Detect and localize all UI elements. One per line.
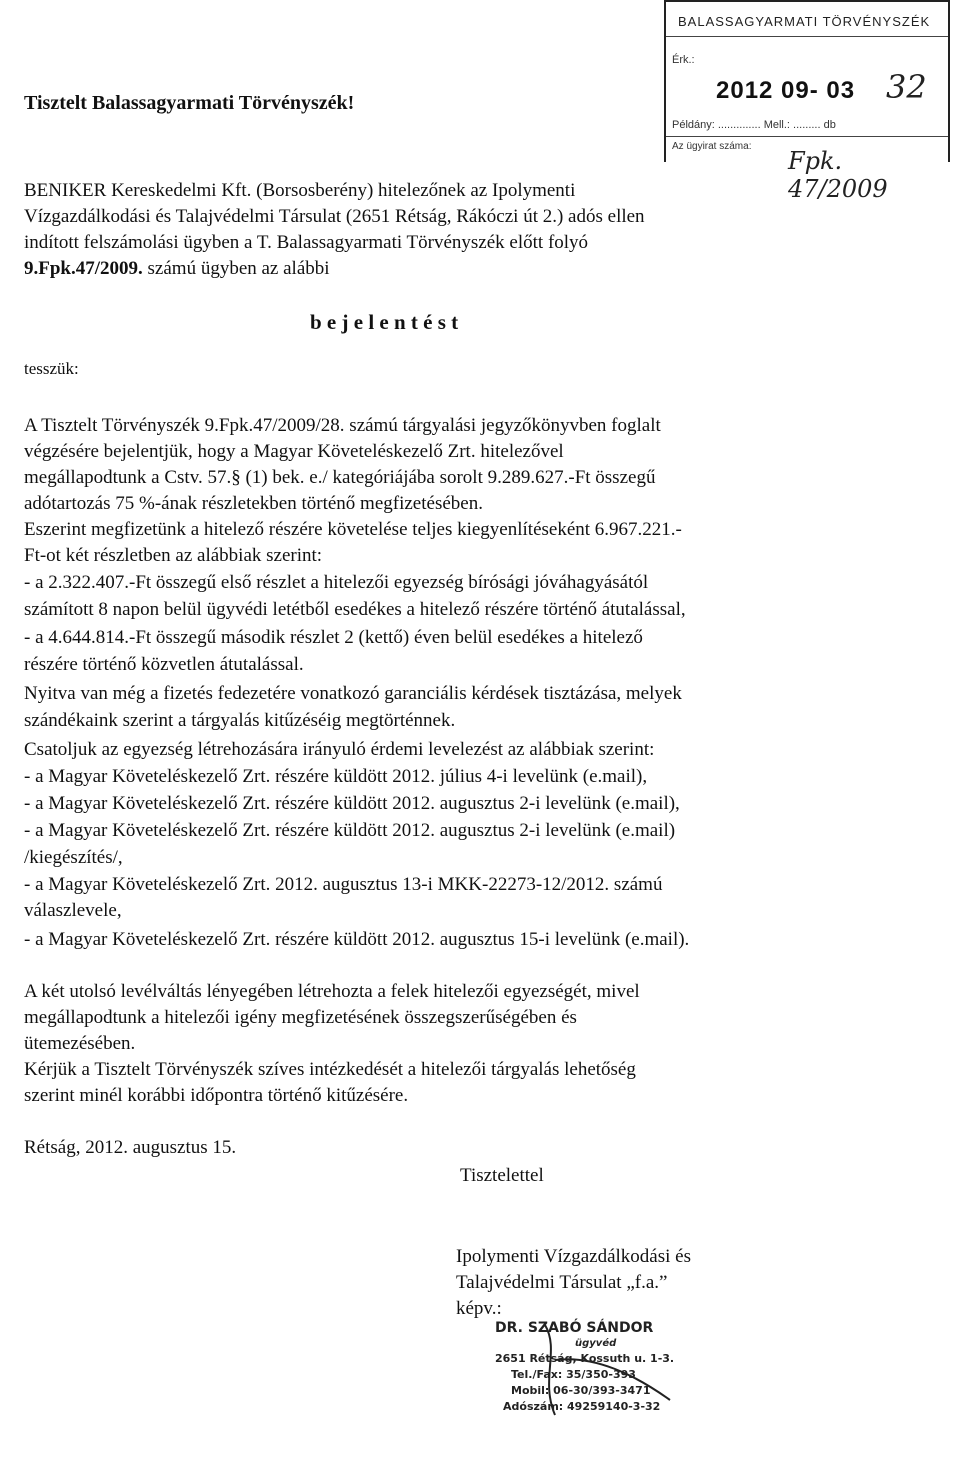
closing-line: A két utolsó levélváltás lényegében létrehozta a felek hitelezői egyezségét, mivel <box>24 981 640 1002</box>
body-line: - a Magyar Követeléskezelő Zrt. részére küldött 2012. augusztus 15-i levelünk (e.mail). <box>24 929 690 950</box>
body-line: adótartozás 75 %-ának részletekben történő megfizetésében. <box>24 493 483 514</box>
closing-line: megállapodtunk a hitelezői igény megfizetésének összegszerűségében és <box>24 1007 577 1028</box>
intro-line-3: indított felszámolási ügyben a T. Balassagyarmati Törvényszék előtt folyó <box>24 232 589 253</box>
intro-line-2: Vízgazdálkodási és Talajvédelmi Társulat (2651 Rétság, Rákóczi út 2.) adós ellen <box>24 206 645 227</box>
body-line: részére történő közvetlen átutalással. <box>24 654 304 675</box>
place-date: Rétság, 2012. augusztus 15. <box>24 1137 237 1158</box>
body-line: Ft-ot két részletben az alábbiak szerint: <box>24 545 323 566</box>
document-title: b e j e l e n t é s t <box>310 310 459 334</box>
body-line: válaszlevele, <box>24 900 122 921</box>
signature-greeting: Tisztelettel <box>460 1165 544 1186</box>
stamp-iratszam: Az ügyirat száma: <box>672 141 752 152</box>
seal-address: 2651 Rétság, Kossuth u. 1-3. <box>495 1352 675 1365</box>
salutation: Tisztelt Balassagyarmati Törvényszék! <box>24 92 355 114</box>
seal-name: DR. SZABÓ SÁNDOR <box>495 1320 654 1336</box>
closing-line: Kérjük a Tisztelt Törvényszék szíves intézkedését a hitelezői tárgyalás lehetőség <box>24 1059 636 1080</box>
body-line: végzésére bejelentjük, hogy a Magyar Követeléskezelő Zrt. hitelezővel <box>24 441 564 462</box>
signature-kepv: képv.: <box>456 1298 502 1319</box>
body-line: Csatoljuk az egyezség létrehozására irányuló érdemi levelezést az alábbiak szerint: <box>24 739 655 760</box>
stamp-handwritten-case: Fpk. 47/2009 <box>786 147 948 203</box>
intro-line-1: BENIKER Kereskedelmi Kft. (Borsosberény) hitelezőnek az Ipolymenti <box>24 180 576 201</box>
body-line: - a Magyar Követeléskezelő Zrt. részére küldött 2012. augusztus 2-i levelünk (e.mail) <box>24 820 676 841</box>
seal-phone: Tel./Fax: 35/350-393 <box>511 1368 636 1381</box>
seal-role: ügyvéd <box>575 1338 617 1349</box>
stamp-erk-label: Érk.: <box>672 54 695 66</box>
tesszuk-label: tesszük: <box>24 359 79 378</box>
signature-org-line-2: Talajvédelmi Társulat „f.a.” <box>456 1272 668 1293</box>
body-line: - a 2.322.407.-Ft összegű első részlet a hitelezői egyezség bírósági jóváhagyásától <box>24 572 649 593</box>
body-line: A Tisztelt Törvényszék 9.Fpk.47/2009/28. számú tárgyalási jegyzőkönyvben foglalt <box>24 415 661 436</box>
body-line: Eszerint megfizetünk a hitelező részére követelése teljes kiegyenlítéseként 6.967.221.- <box>24 519 682 540</box>
stamp-court-name: BALASSAGYARMATI TÖRVÉNYSZÉK <box>678 14 931 29</box>
stamp-date: 2012 09- 03 <box>716 77 856 104</box>
stamp-peldany: Példány: .............. Mell.: ......... db <box>672 119 836 131</box>
intro-line-4-rest: számú ügyben az alábbi <box>142 258 330 279</box>
body-line: Nyitva van még a fizetés fedezetére vonatkozó garanciális kérdések tisztázása, melyek <box>24 683 682 704</box>
body-line: - a Magyar Követeléskezelő Zrt. 2012. augusztus 13-i MKK-22273-12/2012. számú <box>24 874 663 895</box>
body-line: szándékaink szerint a tárgyalás kitűzéséig megtörténnek. <box>24 710 456 731</box>
closing-line: ütemezésében. <box>24 1033 136 1054</box>
body-line: megállapodtunk a Cstv. 57.§ (1) bek. e./ kategóriájába sorolt 9.289.627.-Ft összegű <box>24 467 656 488</box>
seal-mobile: Mobil: 06-30/393-3471 <box>511 1384 651 1397</box>
body-line: /kiegészítés/, <box>24 847 123 868</box>
body-line: számított 8 napon belül ügyvédi letétből esedékes a hitelező részére történő átutalással, <box>24 599 686 620</box>
court-receipt-stamp <box>664 0 950 203</box>
case-number: 9.Fpk.47/2009. <box>24 258 143 279</box>
signature-scribble-icon <box>535 1320 675 1420</box>
body-line: - a 4.644.814.-Ft összegű második részlet 2 (kettő) éven belül esedékes a hitelező <box>24 627 643 648</box>
signature-org-line-1: Ipolymenti Vízgazdálkodási és <box>456 1246 691 1267</box>
body-line: - a Magyar Követeléskezelő Zrt. részére küldött 2012. augusztus 2-i levelünk (e.mail), <box>24 793 680 814</box>
body-line: - a Magyar Követeléskezelő Zrt. részére küldött 2012. július 4-i levelünk (e.mail), <box>24 766 648 787</box>
closing-line: szerint minél korábbi időpontra történő kitűzésére. <box>24 1085 409 1106</box>
seal-tax: Adószám: 49259140-3-32 <box>503 1400 661 1413</box>
stamp-handwritten-number: 32 <box>886 68 927 106</box>
intro-line-4 <box>24 257 330 281</box>
